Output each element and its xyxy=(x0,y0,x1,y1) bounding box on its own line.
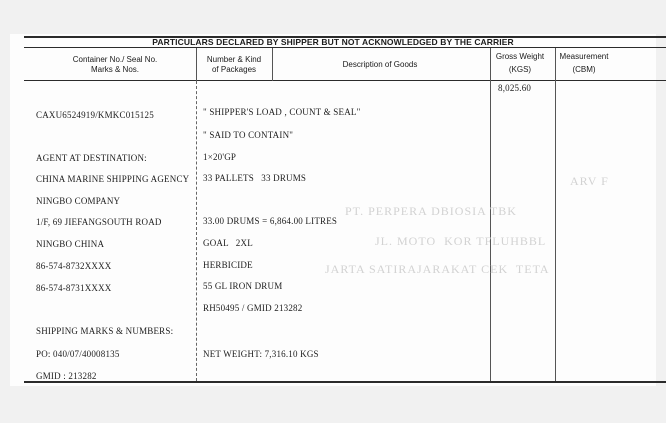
product-type: HERBICIDE xyxy=(203,260,253,270)
header-packages-line2: of Packages xyxy=(211,65,257,74)
header-description: Description of Goods xyxy=(342,60,418,69)
container-seal-no: CAXU6524919/KMKC015125 xyxy=(36,110,154,120)
net-weight: NET WEIGHT: 7,316.10 KGS xyxy=(203,349,319,359)
show-through-text: ARV F xyxy=(570,174,609,188)
shippers-load-note: " SHIPPER'S LOAD , COUNT & SEAL" xyxy=(203,107,361,117)
agent-company: NINGBO COMPANY xyxy=(36,196,121,206)
gross-weight-value: 8,025.60 xyxy=(498,83,532,93)
header-container-no-line1: Container No./ Seal No. xyxy=(72,55,158,64)
header-measurement-line1: Measurement xyxy=(559,52,609,61)
header-gross-weight xyxy=(488,52,552,75)
header-bottom-rule xyxy=(24,80,666,81)
agent-address: 1/F, 69 JIEFANGSOUTH ROAD xyxy=(36,217,162,227)
agent-phone: 86-574-8732XXXX xyxy=(36,261,112,271)
header-container-no xyxy=(30,55,200,75)
bill-of-lading-particulars xyxy=(10,34,656,386)
header-packages xyxy=(198,55,270,75)
header-measurement xyxy=(554,52,614,75)
column-divider-4 xyxy=(555,48,556,381)
show-through-text: JL. MOTO KOR TFLUHBBL xyxy=(375,234,547,248)
header-packages-line1: Number & Kind xyxy=(206,55,262,64)
bottom-rule xyxy=(24,381,666,383)
header-gross-weight-line1: Gross Weight xyxy=(495,52,545,61)
header-measurement-line2: (CBM) xyxy=(572,65,596,74)
said-to-contain-note: " SAID TO CONTAIN" xyxy=(203,130,294,140)
header-gross-weight-line2: (KGS) xyxy=(508,65,532,74)
drums-volume: 33.00 DRUMS = 6,864.00 LITRES xyxy=(203,216,338,226)
container-type: 1×20'GP xyxy=(203,152,237,162)
po-number: PO: 040/07/40008135 xyxy=(36,349,120,359)
agent-label: AGENT AT DESTINATION: xyxy=(36,153,147,163)
product-name: GOAL 2XL xyxy=(203,238,253,248)
title-rule xyxy=(24,47,666,48)
column-divider-1-dashed xyxy=(196,81,197,381)
header-container-no-line2: Marks & Nos. xyxy=(90,65,139,74)
reference-gmid: RH50495 / GMID 213282 xyxy=(203,303,303,313)
gmid-number: GMID : 213282 xyxy=(36,371,97,381)
packaging-type: 55 GL IRON DRUM xyxy=(203,281,283,291)
agent-name: CHINA MARINE SHIPPING AGENCY xyxy=(36,174,190,184)
show-through-text: JARTA SATIRAJARAKAT CEK TETA xyxy=(325,262,550,276)
agent-fax: 86-574-8731XXXX xyxy=(36,283,112,293)
pallets-drums: 33 PALLETS 33 DRUMS xyxy=(203,173,307,183)
show-through-text: PT. PERPERA DBIOSIA TBK xyxy=(345,204,517,218)
particulars-title: PARTICULARS DECLARED BY SHIPPER BUT NOT ACKNOWLEDGED BY THE CARRIER xyxy=(152,37,514,47)
column-divider-2 xyxy=(272,48,273,81)
agent-city: NINGBO CHINA xyxy=(36,239,105,249)
shipping-marks-label: SHIPPING MARKS & NUMBERS: xyxy=(36,326,174,336)
column-divider-1 xyxy=(196,48,197,81)
